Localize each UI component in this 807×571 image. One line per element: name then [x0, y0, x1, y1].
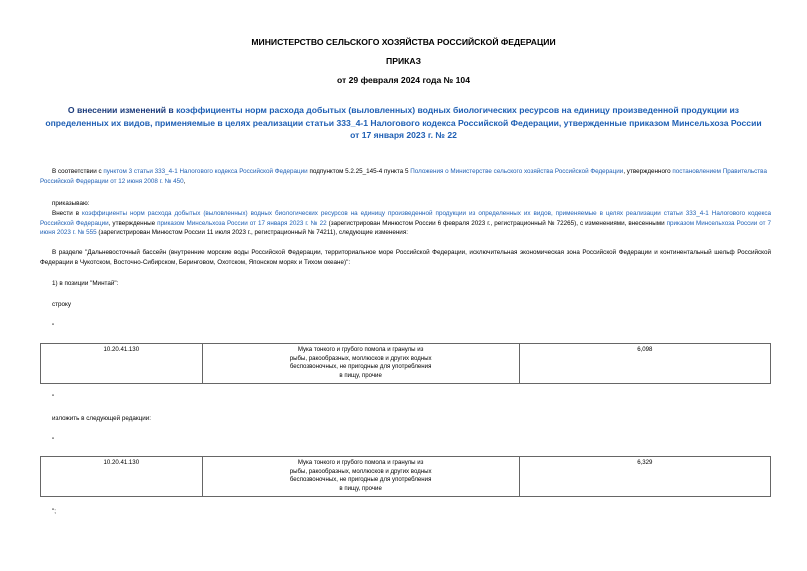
document-date-number: от 29 февраля 2024 года № 104	[337, 75, 470, 85]
amend-text-a: Внести в	[52, 210, 83, 217]
link-ministry-regulation[interactable]: Положения о Министерстве сельского хозяйства Российской Федерации	[410, 168, 624, 175]
link-government-resolution[interactable]: постановлением Правительства Российской Федерации от 12 июня 2008 г. № 450	[40, 168, 767, 185]
title-link[interactable]: коэффициенты норм расхода добытых (выловленных) водных биологических ресурсов на единицу произведенной продукции из определенных их видов, применяемые в целях реализации статьи 333_4-1 Налогового кодекса Российской Федерации, утвержденные приказом Минсельхоза России от 17 января 2023 г. № 22	[45, 105, 762, 140]
basis-text-a: В соответствии с	[52, 168, 104, 175]
table-old-row	[40, 343, 771, 384]
link-coefficients[interactable]: коэффициенты норм расхода добытых (выловленных) водных биологических ресурсов на единицу произведенной продукции из определенных их видов, применяемые в целях реализации статьи 333_4-1 Налогового кодекса Российской Федерации	[40, 210, 771, 227]
title-text: О внесении изменений в	[67, 105, 177, 115]
basis-text-c: , утвержденного	[623, 168, 673, 175]
order-word: приказываю:	[52, 200, 90, 207]
link-order-555[interactable]: приказом Минсельхоза России от 7 июня 2023 г. № 555	[40, 219, 771, 237]
word-new-edition: изложить в следующей редакции:	[52, 415, 152, 422]
word-row: строку	[52, 301, 72, 308]
amend-text-d: (зарегистрирован Минюстом России 11 июля 2023 г., регистрационный № 74211), следующие изменения:	[96, 229, 408, 237]
amend-text-c: (зарегистрирован Минюстом России 6 февраля 2023 г., регистрационный № 72265), с изменениями, внесенными	[326, 219, 667, 227]
amend-text-b: , утвержденные	[108, 219, 158, 227]
cell-code: 10.20.41.130	[41, 457, 203, 497]
table-new-row	[40, 456, 771, 497]
cell-code: 10.20.41.130	[41, 344, 203, 384]
cell-product	[202, 344, 519, 384]
cell-product	[202, 457, 519, 497]
cell-coefficient: 6,329	[519, 457, 770, 497]
ministry-name: МИНИСТЕРСТВО СЕЛЬСКОГО ХОЗЯЙСТВА РОССИЙСКОЙ ФЕДЕРАЦИИ	[251, 37, 556, 47]
product-text: Мука тонкого и грубого помола и гранулы из рыбы, ракообразных, моллюсков и других водных беспозвоночных, не пригодные для употребления в пищу, прочие	[289, 459, 432, 492]
paragraph-basis	[40, 167, 768, 186]
paragraph-section: В разделе "Дальневосточный бассейн (внутренние морские воды Российской Федерации, территориальное море Российской Федерации, исключительная экономическая зона Российской Федерации и континентальный шельф Российской Федерации в Чукотском, Восточно-Сибирском, Беринговом, Охотском, Японском морях и Тихом океане)":	[40, 249, 771, 266]
basis-text-b: подпунктом 5.2.25_145-4 пункта 5	[307, 168, 411, 175]
product-text: Мука тонкого и грубого помола и гранулы из рыбы, ракообразных, моллюсков и других водных беспозвоночных, не пригодные для употребления в пищу, прочие	[289, 346, 432, 379]
document-type: ПРИКАЗ	[386, 56, 421, 66]
cell-coefficient: 6,098	[519, 344, 770, 384]
link-order-22[interactable]: приказом Минсельхоза России от 17 января 2023 г. № 22	[157, 219, 327, 227]
quote-open-1: "	[52, 323, 55, 330]
quote-close-1: "	[52, 394, 55, 401]
document-title	[40, 104, 767, 142]
quote-close-2: ";	[52, 508, 56, 515]
basis-text-d: ,	[183, 177, 186, 185]
paragraph-amendment	[40, 209, 771, 238]
link-tax-code-article[interactable]: пунктом 3 статьи 333_4-1 Налогового кодекса Российской Федерации	[103, 168, 308, 175]
table-row	[41, 457, 771, 497]
quote-open-2: "	[52, 437, 55, 444]
item-pollock: 1) в позиции "Минтай":	[52, 280, 119, 287]
table-row	[41, 344, 771, 384]
